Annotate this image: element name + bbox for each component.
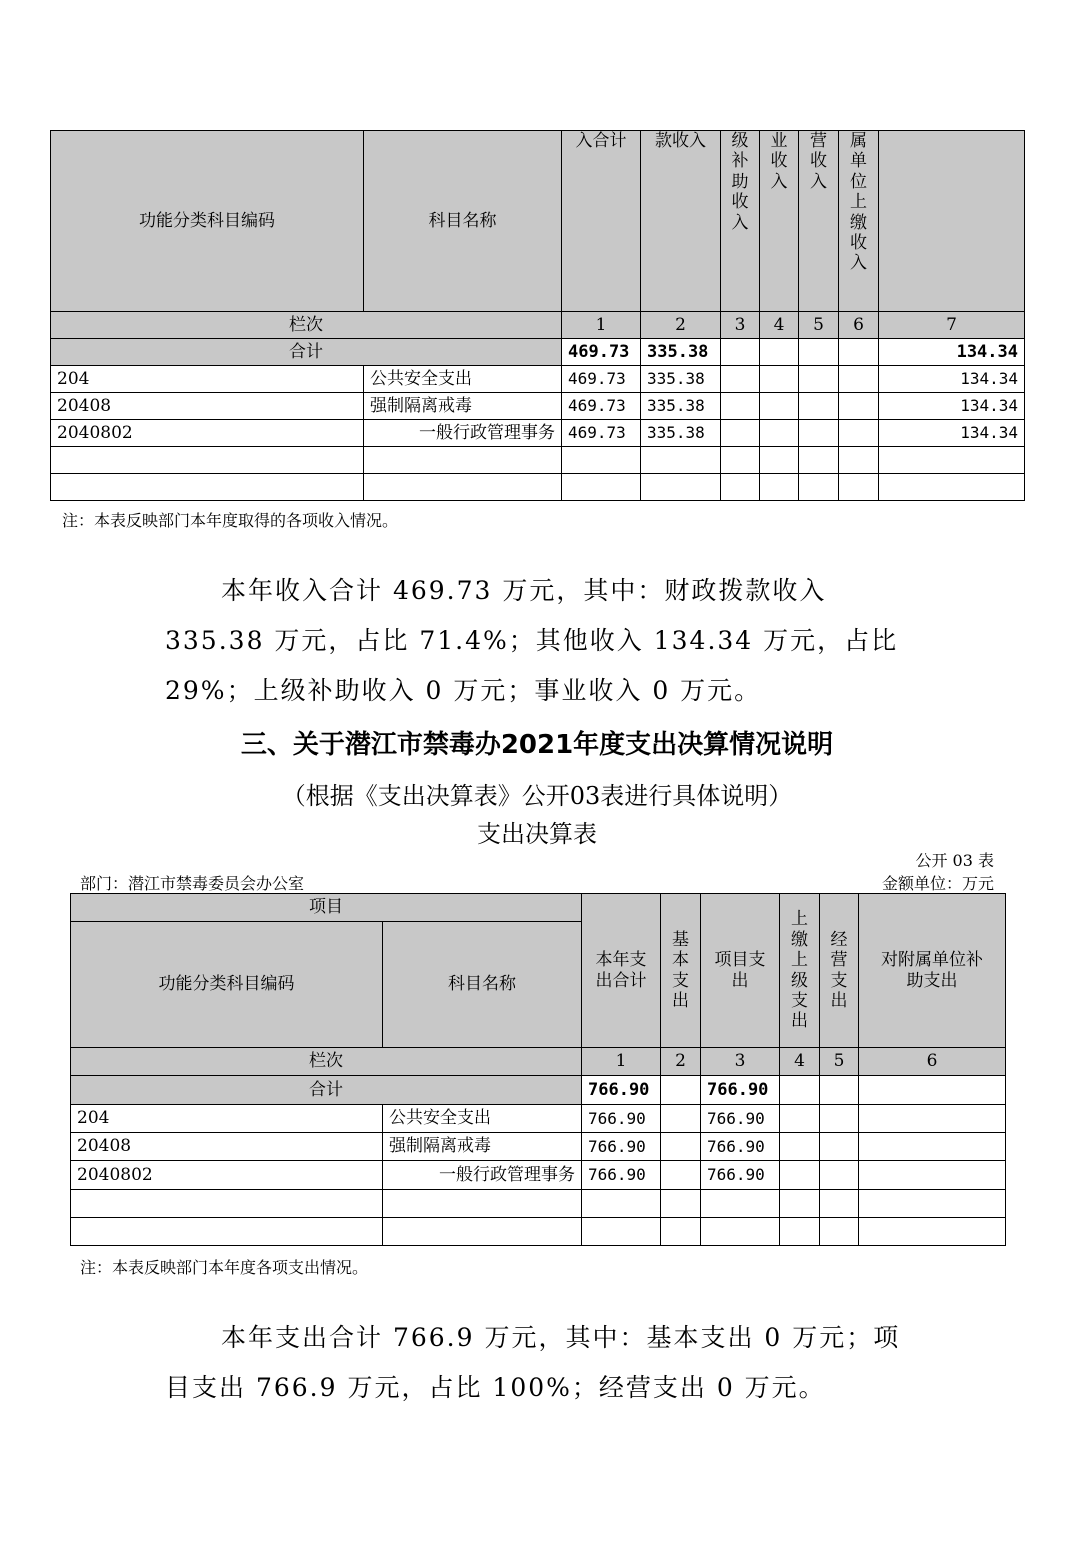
col-num: 5: [799, 312, 839, 339]
row-code: 2040802: [51, 420, 364, 447]
header-c4: 上 缴 上 级 支 出: [780, 894, 820, 1048]
row-v1: 469.73: [562, 420, 641, 447]
col-num: 4: [760, 312, 799, 339]
row-v3: 766.90: [701, 1105, 780, 1133]
header-code: 功能分类科目编码: [51, 131, 364, 312]
row-name: 一般行政管理事务: [364, 420, 562, 447]
row-code: 20408: [51, 393, 364, 420]
expense-table: [70, 893, 1006, 1246]
section-subheading: （根据《支出决算表》公开03表进行具体说明）: [281, 782, 793, 810]
table-row: [71, 1105, 1006, 1133]
header-c7: [879, 131, 1025, 312]
row-v3: 766.90: [701, 1161, 780, 1190]
col-num: 5: [820, 1048, 859, 1076]
table-row: [71, 1161, 1006, 1190]
header-c3: 级 补 助 收 入: [721, 131, 760, 312]
header-name: 科目名称: [364, 131, 562, 312]
table-row: [51, 366, 1025, 393]
row-v1: 766.90: [582, 1133, 661, 1161]
col-num: 2: [641, 312, 721, 339]
header-c5: 营 收 入: [799, 131, 839, 312]
lanci-row: [51, 312, 1025, 339]
total-v2: 335.38: [641, 339, 721, 366]
total-v1: 766.90: [582, 1076, 661, 1105]
total-v3: 766.90: [701, 1076, 780, 1105]
empty-row: [71, 1218, 1006, 1246]
row-name: 一般行政管理事务: [383, 1161, 582, 1190]
row-v1: 766.90: [582, 1105, 661, 1133]
row-name: 公共安全支出: [364, 366, 562, 393]
row-v7: 134.34: [879, 393, 1025, 420]
header-c2: 基 本 支 出: [661, 894, 701, 1048]
table-row: [71, 1133, 1006, 1161]
empty-row: [51, 474, 1025, 501]
lanci-row: [71, 1048, 1006, 1076]
empty-row: [71, 1190, 1006, 1218]
header-c1: 入合计: [562, 131, 641, 312]
header-code: 功能分类科目编码: [71, 922, 383, 1048]
col-num: 6: [859, 1048, 1006, 1076]
col-num: 3: [701, 1048, 780, 1076]
lanci-label: 栏次: [71, 1048, 582, 1076]
total-v1: 469.73: [562, 339, 641, 366]
col-num: 4: [780, 1048, 820, 1076]
total-label: 合计: [71, 1076, 582, 1105]
col-num: 6: [839, 312, 879, 339]
total-row: [71, 1076, 1006, 1105]
total-row: [51, 339, 1025, 366]
header-c3: 项目支 出: [701, 894, 780, 1048]
form-number: 公开 03 表: [915, 851, 994, 870]
lanci-label: 栏次: [51, 312, 562, 339]
row-v1: 766.90: [582, 1161, 661, 1190]
header-c1: 本年支 出合计: [582, 894, 661, 1048]
row-code: 204: [71, 1105, 383, 1133]
unit-label: 金额单位：万元: [881, 874, 994, 893]
row-v7: 134.34: [879, 366, 1025, 393]
row-v2: 335.38: [641, 366, 721, 393]
col-num: 7: [879, 312, 1025, 339]
col-num: 1: [562, 312, 641, 339]
table-row: [51, 420, 1025, 447]
header-name: 科目名称: [383, 922, 582, 1048]
col-num: 1: [582, 1048, 661, 1076]
income-table-note: 注：本表反映部门本年度取得的各项收入情况。: [62, 511, 399, 530]
row-v1: 469.73: [562, 366, 641, 393]
row-code: 2040802: [71, 1161, 383, 1190]
row-v1: 469.73: [562, 393, 641, 420]
section-heading: 三、关于潜江市禁毒办2021年度支出决算情况说明: [240, 730, 834, 760]
col-num: 3: [721, 312, 760, 339]
header-row: [71, 894, 1006, 922]
header-item: 项目: [71, 894, 582, 922]
row-code: 204: [51, 366, 364, 393]
header-row: [51, 131, 1025, 312]
row-v2: 335.38: [641, 393, 721, 420]
total-v7: 134.34: [879, 339, 1025, 366]
header-c2: 款收入: [641, 131, 721, 312]
header-c6: 对附属单位补 助支出: [859, 894, 1006, 1048]
expense-table-title: 支出决算表: [477, 820, 597, 848]
header-c6: 属 单 位 上 缴 收 入: [839, 131, 879, 312]
row-v2: 335.38: [641, 420, 721, 447]
row-v3: 766.90: [701, 1133, 780, 1161]
income-paragraph: 本年收入合计 469.73 万元，其中：财政拨款收入 335.38 万元，占比 71.4%；其他收入 134.34 万元，占比 29%；上级补助收入 0 万元；事业收入 0 万元。: [165, 576, 899, 705]
row-name: 强制隔离戒毒: [383, 1133, 582, 1161]
row-code: 20408: [71, 1133, 383, 1161]
department-label: 部门：潜江市禁毒委员会办公室: [80, 874, 305, 893]
expense-table-note: 注：本表反映部门本年度各项支出情况。: [80, 1258, 369, 1277]
total-label: 合计: [51, 339, 562, 366]
expense-paragraph: 本年支出合计 766.9 万元，其中：基本支出 0 万元；项目支出 766.9 万元，占比 100%；经营支出 0 万元。: [165, 1323, 901, 1402]
row-name: 强制隔离戒毒: [364, 393, 562, 420]
row-name: 公共安全支出: [383, 1105, 582, 1133]
header-c4: 业 收 入: [760, 131, 799, 312]
income-table: [50, 130, 1025, 501]
table-row: [51, 393, 1025, 420]
col-num: 2: [661, 1048, 701, 1076]
row-v7: 134.34: [879, 420, 1025, 447]
header-c5: 经 营 支 出: [820, 894, 859, 1048]
empty-row: [51, 447, 1025, 474]
